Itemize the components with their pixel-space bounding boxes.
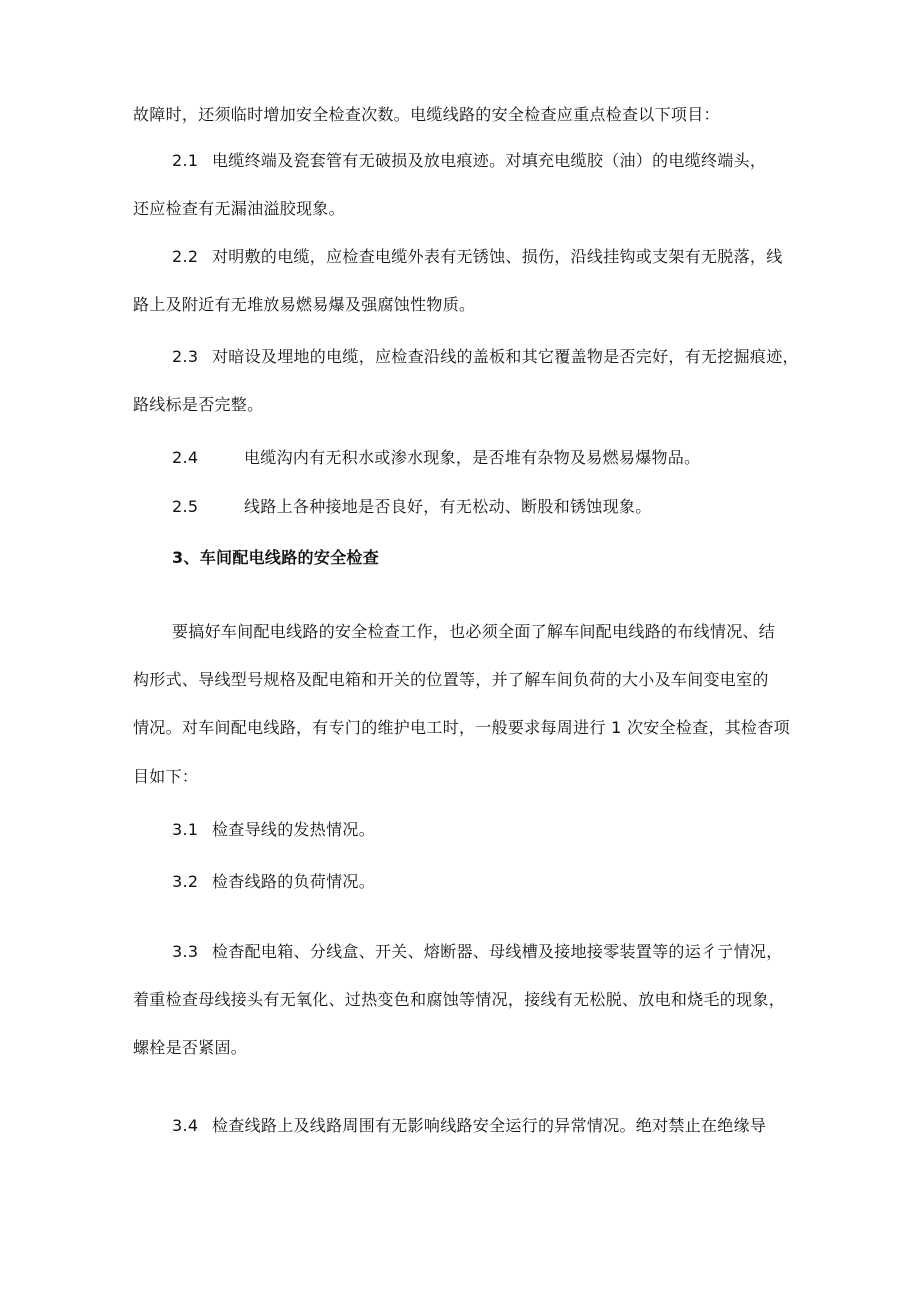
section-3-para-line-4: 目如下： [133,767,199,786]
item-number: 2.5 [172,497,199,516]
item-2-2-line-1 [172,245,783,269]
item-text: 对明敷的电缆，应检查电缆外表有无锈蚀、损伤，沿线挂钩或支架有无脱落，线 [212,247,783,266]
item-2-3-line-2: 路线标是否完整。 [133,395,264,414]
item-number: 2.4 [172,448,199,467]
item-2-3-line-1 [172,345,799,369]
item-2-1-line-1 [172,149,766,173]
section-3-heading: 3、车间配电线路的安全检查 [172,548,380,567]
item-number: 2.2 [172,247,199,266]
section-3-para-line-1: 要搞好车间配电线路的安全检查工作，也必须全面了解车间配电线路的布线情况、结 [172,622,776,641]
item-2-5-line [172,495,652,519]
item-text: 线路上各种接地是否良好，有无松动、断股和锈蚀现象。 [244,497,652,516]
item-text: 检杳线路的负荷情况。 [212,872,376,891]
item-text: 电缆终端及瓷套管有无破损及放电痕迹。对填充电缆胶（油）的电缆终端头， [212,151,767,170]
item-3-3-line-1 [172,940,783,964]
item-number: 2.1 [172,151,199,170]
item-3-2-line [172,870,375,894]
item-text: 检杳配电箱、分线盒、开关、熔断器、母线槽及接地接零装置等的运彳亍情况， [212,942,783,961]
item-3-3-line-2: 着重检查母线接头有无氧化、过热变色和腐蚀等情况，接线有无松脱、放电和烧毛的现象， [133,990,786,1009]
item-3-3-line-3: 螺栓是否紧固。 [133,1038,248,1057]
section-3-para-line-3: 情况。对车间配电线路，有专门的维护电工时，一般要求每周进行 1 次安全检查，其检杳项 [133,718,790,737]
item-number: 3.4 [172,1116,199,1135]
item-2-1-line-2: 还应检查有无漏油溢胶现象。 [133,199,345,218]
item-text: 对暗设及埋地的电缆，应检查沿线的盖板和其它覆盖物是否完好，有无挖掘痕迹， [212,347,799,366]
item-number: 2.3 [172,347,199,366]
item-text: 电缆沟内有无积水或渗水现象，是否堆有杂物及易燃易爆物品。 [244,448,701,467]
item-3-4-line-1 [172,1114,766,1138]
item-number: 3.2 [172,872,199,891]
item-2-4-line [172,446,700,470]
item-text: 检查线路上及线路周围有无影响线路安全运行的异常情况。绝对禁止在绝缘导 [212,1116,767,1135]
item-text: 检查导线的发热情况。 [212,820,376,839]
intro-line: 故障时，还须临时增加安全检查次数。电缆线路的安全检查应重点检查以下项目： [133,105,720,124]
item-2-2-line-2: 路上及附近有无堆放易燃易爆及强腐蚀性物质。 [133,295,476,314]
item-3-1-line [172,818,375,842]
item-number: 3.1 [172,820,199,839]
section-3-para-line-2: 构形式、导线型号规格及配电箱和开关的位置等，并了解车间负荷的大小及车间变电室的 [133,670,769,689]
item-number: 3.3 [172,942,199,961]
